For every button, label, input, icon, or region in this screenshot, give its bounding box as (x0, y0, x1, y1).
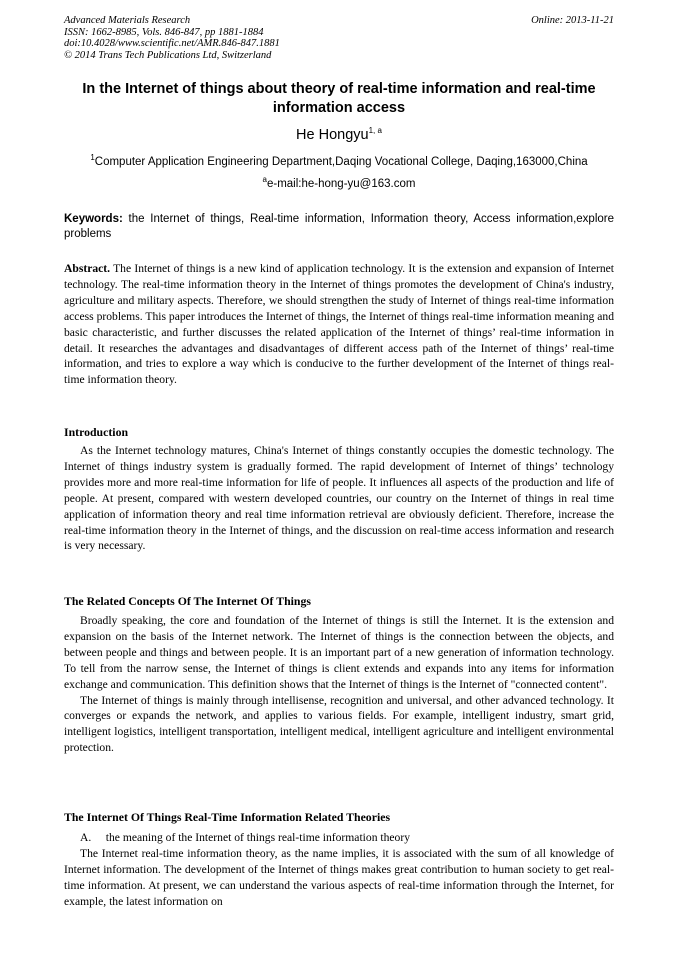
section-heading-realtime-theories: The Internet Of Things Real-Time Information Related Theories (64, 810, 391, 824)
keywords (64, 212, 614, 241)
related-concepts-body (64, 613, 614, 756)
paragraph: As the Internet technology matures, China's Internet of things constantly occupies the domestic technology. The Internet of things industry system is gradually formed. The rapid development of Internet of things’ technology provides more and more real-time information for life of people. It influences all aspects of the production and life of people. At present, compared with western developed countries, our country on the Internet of things in real time application of information theory and real time information retrieval are obviously deficient. Therefore, increase the real-time information theory in the Internet of things, and the discussion on real-time access information and research is very necessary. (64, 444, 614, 553)
email-superscript: a (262, 175, 267, 185)
affiliation-text: Computer Application Engineering Department,Daqing Vocational College, Daqing,163000,China (94, 156, 588, 168)
copyright-line: © 2014 Trans Tech Publications Ltd, Switzerland (64, 49, 272, 61)
paragraph: The Internet of things is mainly through intellisense, recognition and universal, and other advanced technology. It converges or expands the network, and applies to various fields. For example, intelligent industry, smart grid, intelligent logistics, intelligent transportation, intelligent medical, intelligent agriculture and intelligent environmental protection. (64, 693, 614, 755)
affiliation (44, 155, 634, 169)
section-heading-related-concepts: The Related Concepts Of The Internet Of Things (64, 594, 311, 608)
journal-meta (64, 15, 280, 61)
abstract (64, 261, 614, 388)
section-heading-introduction: Introduction (64, 425, 129, 439)
email-line (44, 177, 634, 191)
email-text: e-mail:he-hong-yu@163.com (266, 178, 416, 190)
issn-line: ISSN: 1662-8985, Vols. 846-847, pp 1881-1884 (64, 26, 264, 38)
doi-line: doi:10.4028/www.scientific.net/AMR.846-847.1881 (64, 38, 280, 49)
author-line (64, 126, 614, 144)
subsection-item: A. the meaning of the Internet of things real-time information theory (80, 831, 411, 844)
realtime-theories-body (64, 830, 614, 910)
keywords-text: the Internet of things, Real-time information, Information theory, Access information,explore problems (64, 213, 614, 240)
affiliation-superscript: 1 (90, 153, 95, 163)
keywords-label: Keywords: (64, 213, 123, 225)
abstract-label: Abstract. (64, 262, 111, 275)
paragraph: Broadly speaking, the core and foundation of the Internet of things is still the Internet. It is the extension and expansion on the basis of the Internet network. The Internet of things is the connection between the objects, and between people and things and between people. It is an important part of a new generation of information technology. To tell from the narrow sense, the Internet of things is client extends and expands into any items for information exchange and communication. This definition shows that the Internet of things is the Internet of "connected content". (64, 614, 614, 691)
author-superscript: 1, a (368, 126, 382, 136)
online-date: Online: 2013-11-21 (531, 15, 614, 26)
abstract-text: The Internet of things is a new kind of application technology. It is the extension and expansion of Internet technology. The real-time information theory in the Internet of things promotes the development of China's industry, agriculture and military aspects. Therefore, we should strengthen the study of Internet of things real-time information access problems. This paper introduces the Internet of things, the Internet of things real-time information meaning and basic characteristic, and further discusses the related application of the Internet of things’ real-time information in detail. It researches the advantages and disadvantages of different access path of the Internet of things’ real-time information, and tries to explore a way which is conducive to the further development of the Internet of things real-time information theory. (64, 262, 614, 387)
paper-title: In the Internet of things about theory of real-time information and real-time information access (82, 81, 596, 116)
journal-name: Advanced Materials Research (64, 15, 191, 26)
introduction-body (64, 443, 614, 554)
author-name: He Hongyu (296, 127, 369, 143)
paragraph: The Internet real-time information theory, as the name implies, it is associated with the sum of all knowledge of Internet information. The development of the Internet of things makes great contribution to human society to get real-time information. At present, we can understand the various aspects of real-time information through the Internet, for example, the latest information on (64, 846, 614, 908)
